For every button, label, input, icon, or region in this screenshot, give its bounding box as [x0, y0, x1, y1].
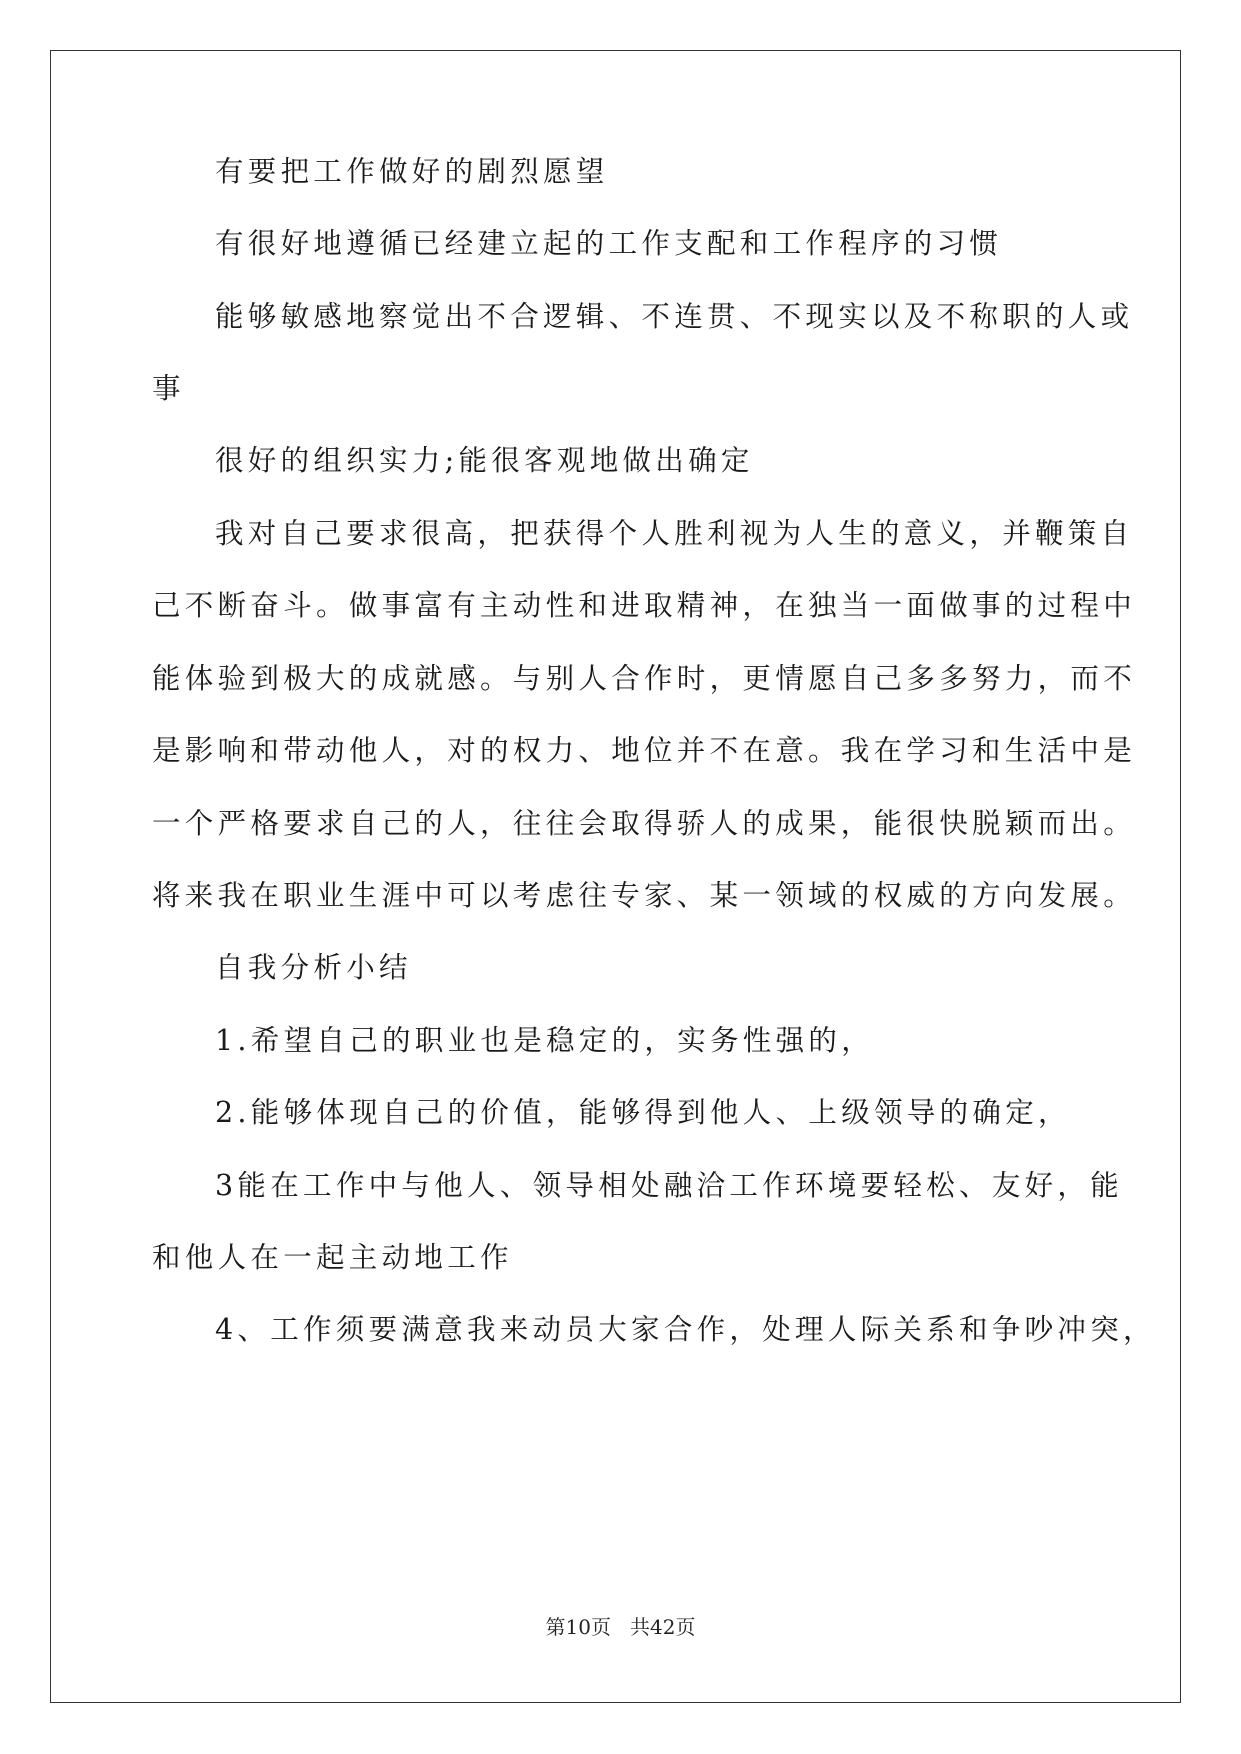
paragraph-line: 己不断奋斗。做事富有主动性和进取精神，在独当一面做事的过程中: [152, 589, 1137, 622]
list-item: 4、工作须要满意我来动员大家合作，处理人际关系和争吵冲突，: [215, 1313, 1156, 1346]
list-item-continuation: 和他人在一起主动地工作: [152, 1241, 513, 1274]
total-pages: 42: [650, 1615, 676, 1639]
paragraph-line: 有要把工作做好的剧烈愿望: [215, 155, 609, 188]
list-item: 2.能够体现自己的价值，能够得到他人、上级领导的确定，: [215, 1096, 1071, 1129]
paragraph-line: 将来我在职业生涯中可以考虑往专家、某一领域的权威的方向发展。: [152, 879, 1137, 912]
paragraph-line: 是影响和带动他人，对的权力、地位并不在意。我在学习和生活中是: [152, 734, 1137, 767]
paragraph-line: 能够敏感地察觉出不合逻辑、不连贯、不现实以及不称职的人或: [215, 300, 1134, 333]
total-pages-prefix: 共: [630, 1615, 651, 1639]
list-item: 3能在工作中与他人、领导相处融洽工作环境要轻松、友好，能: [215, 1169, 1124, 1202]
paragraph-line: 有很好地遵循已经建立起的工作支配和工作程序的习惯: [215, 227, 1003, 260]
section-heading: 自我分析小结: [215, 951, 412, 984]
paragraph-line: 能体验到极大的成就感。与别人合作时，更情愿自己多多努力，而不: [152, 662, 1137, 695]
paragraph-line: 我对自己要求很高，把获得个人胜利视为人生的意义，并鞭策自: [215, 517, 1134, 550]
paragraph-line: 很好的组织实力;能很客观地做出确定: [215, 444, 754, 477]
page-number-prefix: 第: [545, 1615, 566, 1639]
total-pages-suffix: 页: [675, 1615, 696, 1639]
list-item: 1.希望自己的职业也是稳定的，实务性强的，: [215, 1024, 874, 1057]
page-footer: [0, 1615, 1241, 1639]
paragraph-line: 一个严格要求自己的人，往往会取得骄人的成果，能很快脱颖而出。: [152, 807, 1137, 840]
page-number-suffix: 页: [590, 1615, 611, 1639]
paragraph-line: 事: [152, 372, 185, 405]
page-border: [50, 50, 1181, 1703]
page-number: 10: [565, 1615, 591, 1639]
